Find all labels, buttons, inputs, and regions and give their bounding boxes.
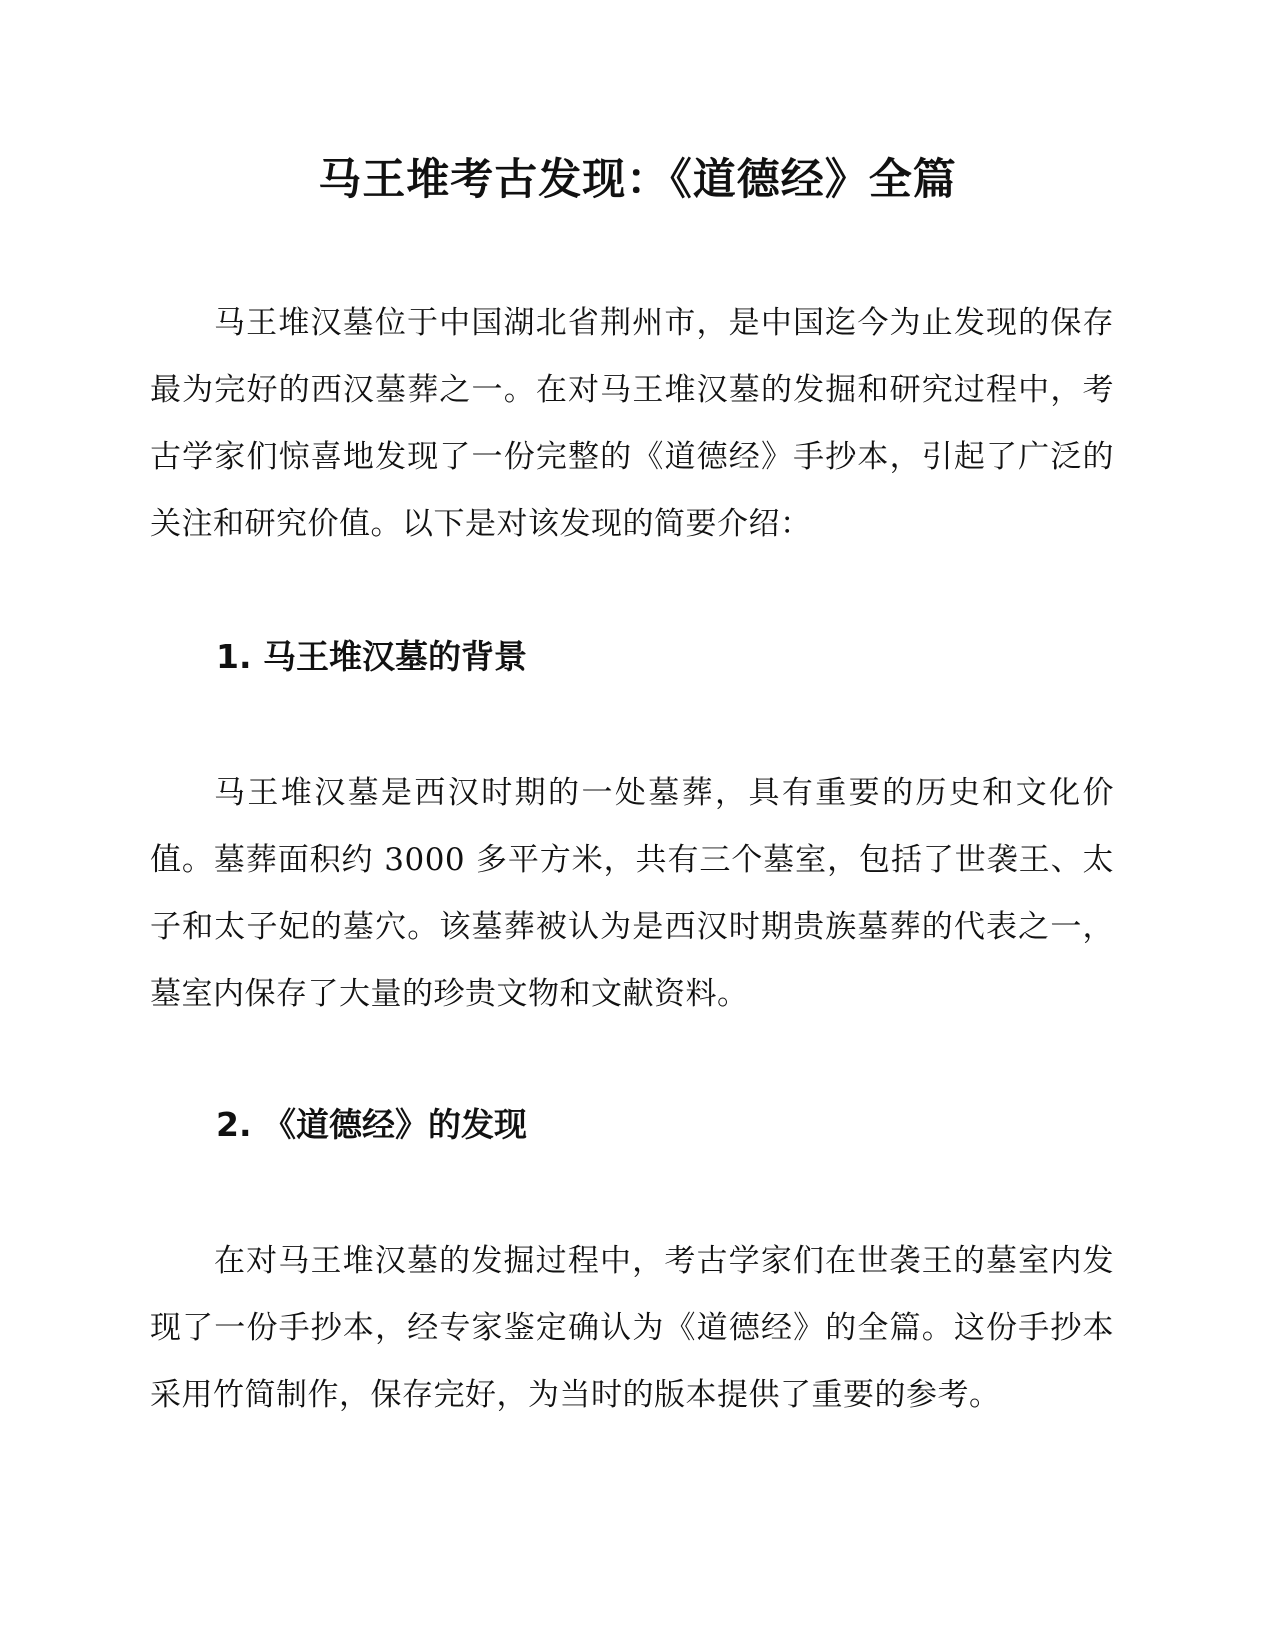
intro-paragraph: 马王堆汉墓位于中国湖北省荆州市，是中国迄今为止发现的保存最为完好的西汉墓葬之一。在对马王堆汉墓的发掘和研究过程中，考古学家们惊喜地发现了一份完整的《道德经》手抄本，引起了广泛的关注和研究价值。以下是对该发现的简要介绍： <box>150 305 1114 542</box>
section-heading-background: 1. 马王堆汉墓的背景 <box>216 637 527 676</box>
document-title: 马王堆考古发现：《道德经》全篇 <box>318 155 957 205</box>
section-paragraph-discovery: 在对马王堆汉墓的发掘过程中，考古学家们在世袭王的墓室内发现了一份手抄本，经专家鉴定确认为《道德经》的全篇。这份手抄本采用竹简制作，保存完好，为当时的版本提供了重要的参考。 <box>150 1243 1114 1413</box>
section-paragraph-background: 马王堆汉墓是西汉时期的一处墓葬，具有重要的历史和文化价值。墓葬面积约 3000 多平方米，共有三个墓室，包括了世袭王、太子和太子妃的墓穴。该墓葬被认为是西汉时期贵族墓葬的代表之一，墓室内保存了大量的珍贵文物和文献资料。 <box>150 775 1114 1012</box>
section-heading-discovery: 2. 《道德经》的发现 <box>216 1105 527 1144</box>
